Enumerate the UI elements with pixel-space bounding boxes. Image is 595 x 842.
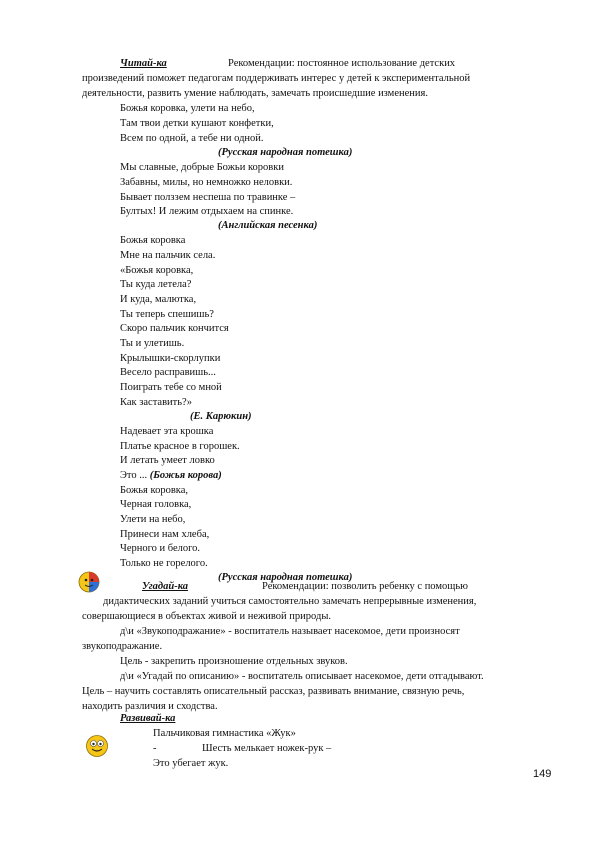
section-heading-develop: Развивай-ка bbox=[120, 713, 176, 724]
recommendation-text: Рекомендации: постоянное использование детских bbox=[228, 58, 456, 69]
recommendation-text: дидактических заданий учиться самостоятельно замечать непрерывные изменения, bbox=[103, 596, 477, 607]
poem-line: Весело расправишь... bbox=[120, 367, 216, 378]
game-description: звукоподражание. bbox=[82, 641, 163, 652]
recommendation-text: Рекомендации: позволить ребенку с помощью bbox=[262, 581, 468, 592]
poem-line: Ты и улетишь. bbox=[120, 338, 185, 349]
recommendation-text: произведений поможет педагогам поддерживать интерес у детей к экспериментальной bbox=[82, 73, 471, 84]
poem-line: «Божья коровка, bbox=[120, 265, 194, 276]
recommendation-text: совершающиеся в объектах живой и неживой природы. bbox=[82, 611, 332, 622]
poem-line: Улети на небо, bbox=[120, 514, 186, 525]
poem-line: Божья коровка, улети на небо, bbox=[120, 103, 255, 114]
game-description: д\и «Звукоподражание» - воспитатель называет насекомое, дети произносят bbox=[120, 626, 460, 637]
game-description: д\и «Угадай по описанию» - воспитатель описывает насекомое, дети отгадывают. bbox=[120, 671, 484, 682]
poem-line: Божья коровка, bbox=[120, 485, 189, 496]
poem-line: Принеси нам хлеба, bbox=[120, 529, 210, 540]
section-heading-guess: Угадай-ка bbox=[142, 581, 189, 592]
poem-attribution: (Е. Карюкин) bbox=[190, 411, 252, 422]
game-goal: находить различия и сходства. bbox=[82, 701, 218, 712]
poem-line: И куда, малютка, bbox=[120, 294, 197, 305]
poem-attribution: (Русская народная потешка) bbox=[218, 572, 353, 583]
poem-line: Всем по одной, а тебе ни одной. bbox=[120, 133, 264, 144]
game-goal: Цель – научить составлять описательный рассказ, развивать внимание, связную речь, bbox=[82, 686, 465, 697]
poem-line: Забавны, милы, но немножко неловки. bbox=[120, 177, 293, 188]
poem-attribution: (Английская песенка) bbox=[218, 220, 318, 231]
recommendation-text: деятельности, развить умение наблюдать, замечать происшедшие изменения. bbox=[82, 88, 428, 99]
riddle-answer bbox=[120, 469, 222, 482]
exercise-line: Это убегает жук. bbox=[153, 758, 229, 769]
smiling-emoji-icon bbox=[84, 733, 110, 759]
riddle-answer-hint: (Божья корова) bbox=[149, 470, 222, 481]
riddle-line: Надевает эта крошка bbox=[120, 426, 214, 437]
thinking-emoji-icon bbox=[77, 570, 101, 594]
poem-line: Ты куда летела? bbox=[120, 279, 192, 290]
poem-line: Черная головка, bbox=[120, 499, 192, 510]
riddle-line: Платье красное в горошек. bbox=[120, 441, 240, 452]
game-goal: Цель - закрепить произношение отдельных звуков. bbox=[120, 656, 348, 667]
poem-line: Крылышки-скорлупки bbox=[120, 353, 221, 364]
poem-line: Ты теперь спешишь? bbox=[120, 309, 214, 320]
riddle-answer-prefix: Это ... bbox=[120, 470, 148, 481]
poem-line: Только не горелого. bbox=[120, 558, 208, 569]
poem-line: Скоро пальчик кончится bbox=[120, 323, 229, 334]
poem-line: Мы славные, добрые Божьи коровки bbox=[120, 162, 284, 173]
riddle-line: И летать умеет ловко bbox=[120, 455, 215, 466]
poem-line: Мне на пальчик села. bbox=[120, 250, 216, 261]
list-dash: - bbox=[153, 743, 157, 754]
poem-line: Бултых! И лежим отдыхаем на спинке. bbox=[120, 206, 294, 217]
poem-line: Поиграть тебе со мной bbox=[120, 382, 222, 393]
poem-line: Как заставить?» bbox=[120, 397, 192, 408]
exercise-line: Шесть мелькает ножек-рук – bbox=[202, 743, 332, 754]
poem-line: Бывает полззем неспеша по травинке – bbox=[120, 192, 296, 203]
section-heading-read: Читай-ка bbox=[120, 58, 167, 69]
poem-line: Божья коровка bbox=[120, 235, 186, 246]
page-number: 149 bbox=[533, 768, 552, 780]
exercise-title: Пальчиковая гимнастика «Жук» bbox=[153, 728, 296, 739]
poem-line: Там твои детки кушают конфетки, bbox=[120, 118, 274, 129]
poem-attribution: (Русская народная потешка) bbox=[218, 147, 353, 158]
poem-line: Черного и белого. bbox=[120, 543, 201, 554]
